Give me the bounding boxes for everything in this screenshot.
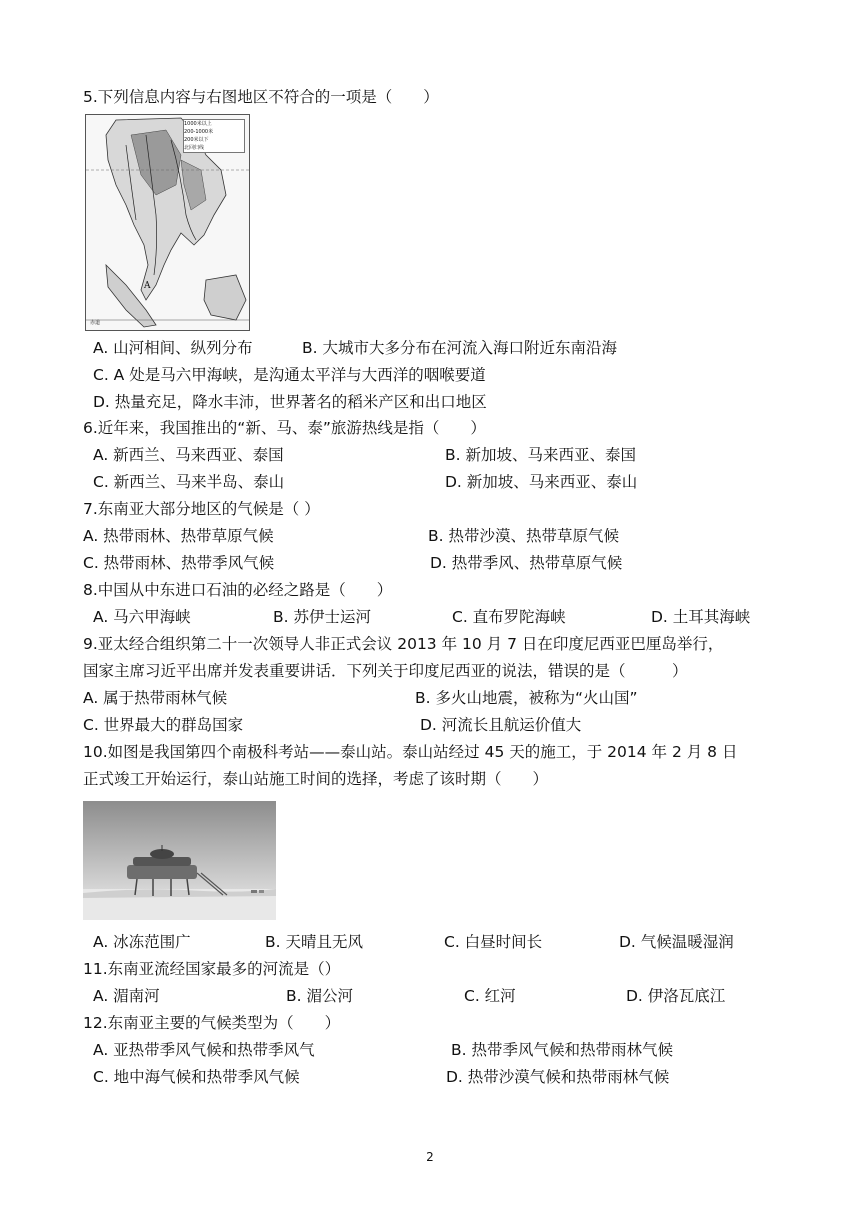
q9-option-c: C. 世界最大的群岛国家 xyxy=(83,716,244,734)
q12-option-a: A. 亚热带季风气候和热带季风气 xyxy=(93,1041,315,1059)
q8-option-d: D. 土耳其海峡 xyxy=(651,608,751,626)
legend-item: 1000米以上 xyxy=(184,121,212,127)
q10-option-b: B. 天晴且无风 xyxy=(265,933,363,951)
q11-option-c: C. 红河 xyxy=(464,987,516,1005)
q9-option-a: A. 属于热带雨林气候 xyxy=(83,689,228,707)
q8-option-b: B. 苏伊士运河 xyxy=(273,608,371,626)
q10-option-c: C. 白昼时间长 xyxy=(444,933,543,951)
map-label-equator: 赤道 xyxy=(90,320,101,326)
q12-stem: 12.东南亚主要的气候类型为（ ） xyxy=(83,1014,341,1032)
q8-option-c: C. 直布罗陀海峡 xyxy=(452,608,566,626)
q6-option-b: B. 新加坡、马来西亚、泰国 xyxy=(445,446,636,464)
q5-option-c: C. A 处是马六甲海峡，是沟通太平洋与大西洋的咽喉要道 xyxy=(93,366,486,384)
q7-option-a: A. 热带雨林、热带草原气候 xyxy=(83,527,274,545)
q10-stem-line1: 10.如图是我国第四个南极科考站——泰山站。泰山站经过 45 天的施工，于 2014 年 2 月 8 日 xyxy=(83,743,738,761)
q7-option-b: B. 热带沙漠、热带草原气候 xyxy=(428,527,619,545)
southeast-asia-map xyxy=(85,114,250,331)
q12-option-b: B. 热带季风气候和热带雨林气候 xyxy=(451,1041,673,1059)
map-legend xyxy=(183,119,245,153)
q7-stem: 7.东南亚大部分地区的气候是（ ） xyxy=(83,500,320,518)
legend-item: 北回归线 xyxy=(184,145,205,151)
q5-option-a: A. 山河相间、纵列分布 xyxy=(93,339,253,357)
q10-option-a: A. 冰冻范围广 xyxy=(93,933,191,951)
q11-stem: 11.东南亚流经国家最多的河流是（） xyxy=(83,960,341,978)
legend-item: 200米以下 xyxy=(184,137,209,143)
q11-option-d: D. 伊洛瓦底江 xyxy=(626,987,726,1005)
legend-item: 200-1000米 xyxy=(184,129,214,135)
q5-option-d: D. 热量充足，降水丰沛，世界著名的稻米产区和出口地区 xyxy=(93,393,487,411)
station-drawing xyxy=(83,801,276,920)
q10-stem-line2: 正式竣工开始运行，泰山站施工时间的选择，考虑了该时期（ ） xyxy=(83,770,549,788)
q8-option-a: A. 马六甲海峡 xyxy=(93,608,191,626)
q6-option-a: A. 新西兰、马来西亚、泰国 xyxy=(93,446,284,464)
q12-option-d: D. 热带沙漠气候和热带雨林气候 xyxy=(446,1068,670,1086)
q9-stem-line1: 9.亚太经合组织第二十一次领导人非正式会议 2013 年 10 月 7 日在印度尼西亚巴厘岛举行， xyxy=(83,635,724,653)
q9-option-d: D. 河流长且航运价值大 xyxy=(420,716,582,734)
q11-option-a: A. 湄南河 xyxy=(93,987,160,1005)
q6-option-d: D. 新加坡、马来西亚、泰山 xyxy=(445,473,638,491)
q9-stem-line2: 国家主席习近平出席并发表重要讲话．下列关于印度尼西亚的说法，错误的是（ ） xyxy=(83,662,688,680)
q11-option-b: B. 湄公河 xyxy=(286,987,353,1005)
q5-option-b: B. 大城市大多分布在河流入海口附近东南沿海 xyxy=(302,339,617,357)
taishan-station-photo xyxy=(83,801,276,920)
q7-option-c: C. 热带雨林、热带季风气候 xyxy=(83,554,275,572)
q5-stem: 5.下列信息内容与右图地区不符合的一项是（ ） xyxy=(83,88,439,106)
q6-option-c: C. 新西兰、马来半岛、泰山 xyxy=(93,473,285,491)
page-number: 2 xyxy=(426,1150,434,1164)
q6-stem: 6.近年来，我国推出的“新、马、泰”旅游热线是指（ ） xyxy=(83,419,486,437)
q9-option-b: B. 多火山地震，被称为“火山国” xyxy=(415,689,638,707)
q10-option-d: D. 气候温暖湿润 xyxy=(619,933,734,951)
q8-stem: 8.中国从中东进口石油的必经之路是（ ） xyxy=(83,581,393,599)
q12-option-c: C. 地中海气候和热带季风气候 xyxy=(93,1068,300,1086)
map-label-a: A xyxy=(144,281,151,291)
q7-option-d: D. 热带季风、热带草原气候 xyxy=(430,554,623,572)
